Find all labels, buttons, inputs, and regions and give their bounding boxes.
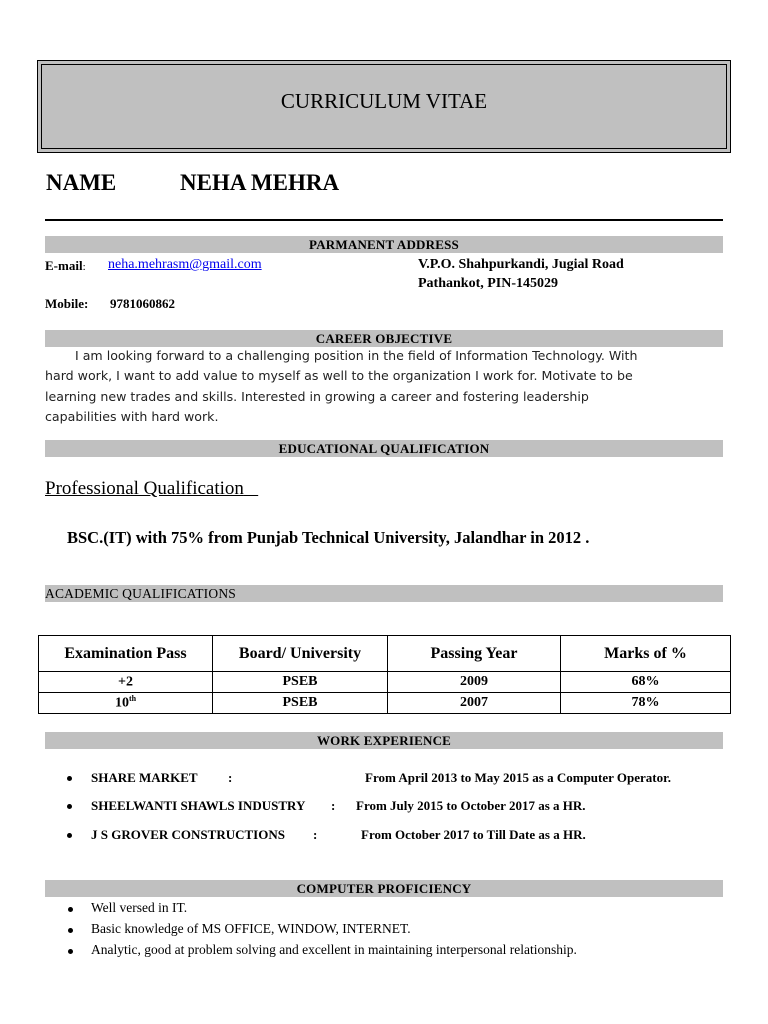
page-title: CURRICULUM VITAE: [280, 89, 488, 113]
title-box: [37, 60, 731, 153]
work-separator: :: [228, 770, 233, 785]
work-period: From October 2017 to Till Date as a HR.: [361, 827, 586, 842]
cell-board: PSEB: [213, 693, 388, 714]
work-company: SHEELWANTI SHAWLS INDUSTRY: [91, 798, 306, 813]
bullet-icon: [67, 833, 72, 838]
address-line-1: V.P.O. Shahpurkandi, Jugial Road: [418, 257, 624, 272]
cell-marks: 68%: [561, 672, 731, 693]
col-header-year: Passing Year: [388, 636, 561, 672]
objective-line: capabilities with hard work.: [45, 408, 219, 424]
work-company: J S GROVER CONSTRUCTIONS: [91, 827, 285, 842]
section-bar-academic: ACADEMIC QUALIFICATIONS: [45, 585, 723, 602]
cell-exam: +2: [39, 672, 213, 693]
cell-marks: 78%: [561, 693, 731, 714]
email-link[interactable]: neha.mehrasm@gmail.com: [108, 257, 262, 272]
section-bar-education: EDUCATIONAL QUALIFICATION: [45, 440, 723, 457]
section-bar-computer: COMPUTER PROFICIENCY: [45, 880, 723, 897]
work-period: From April 2013 to May 2015 as a Computer Operator.: [365, 770, 671, 785]
bullet-icon: [68, 907, 73, 912]
section-bar-objective: CAREER OBJECTIVE: [45, 330, 723, 347]
table-row: [39, 672, 731, 693]
bullet-icon: [67, 776, 72, 781]
section-bar-work: WORK EXPERIENCE: [45, 732, 723, 749]
objective-line: hard work, I want to add value to myself as well to the organization I work for. Motivate to be: [45, 368, 633, 384]
work-company: SHARE MARKET: [91, 770, 198, 785]
bullet-icon: [67, 804, 72, 809]
computer-skill: Well versed in IT.: [91, 900, 188, 915]
work-separator: :: [331, 798, 336, 813]
table-header-row: [39, 636, 731, 672]
computer-skill: Analytic, good at problem solving and excellent in maintaining interpersonal relationship.: [91, 942, 577, 957]
cell-year: 2007: [388, 693, 561, 714]
col-header-exam: Examination Pass: [39, 636, 213, 672]
computer-skill: Basic knowledge of MS OFFICE, WINDOW, INTERNET.: [91, 921, 411, 936]
col-header-marks: Marks of %: [561, 636, 731, 672]
address-line-2: Pathankot, PIN-145029: [418, 276, 559, 291]
objective-line: learning new trades and skills. Interested in growing a career and fostering leadership: [45, 388, 589, 404]
header-rule: [45, 219, 723, 221]
cell-year: 2009: [388, 672, 561, 693]
name-label: NAME: [46, 170, 117, 195]
cell-board: PSEB: [213, 672, 388, 693]
section-bar-address: PARMANENT ADDRESS: [45, 236, 723, 253]
work-period: From July 2015 to October 2017 as a HR.: [356, 798, 586, 813]
col-header-board: Board/ University: [213, 636, 388, 672]
objective-line: I am looking forward to a challenging position in the field of Information Technology. With: [75, 348, 638, 363]
cell-exam: 10th: [39, 693, 213, 714]
bullet-icon: [68, 928, 73, 933]
email-label: E-mail:: [45, 258, 86, 273]
name-value: NEHA MEHRA: [180, 170, 340, 195]
professional-detail: BSC.(IT) with 75% from Punjab Technical University, Jalandhar in 2012 .: [67, 528, 590, 547]
professional-heading: Professional Qualification: [45, 478, 244, 499]
table-row: [39, 693, 731, 714]
bullet-icon: [68, 949, 73, 954]
academic-table: [38, 635, 731, 714]
work-separator: :: [313, 827, 318, 842]
career-objective-text: [45, 346, 735, 427]
mobile-label: Mobile:: [45, 296, 89, 311]
mobile-number: 9781060862: [110, 296, 175, 311]
